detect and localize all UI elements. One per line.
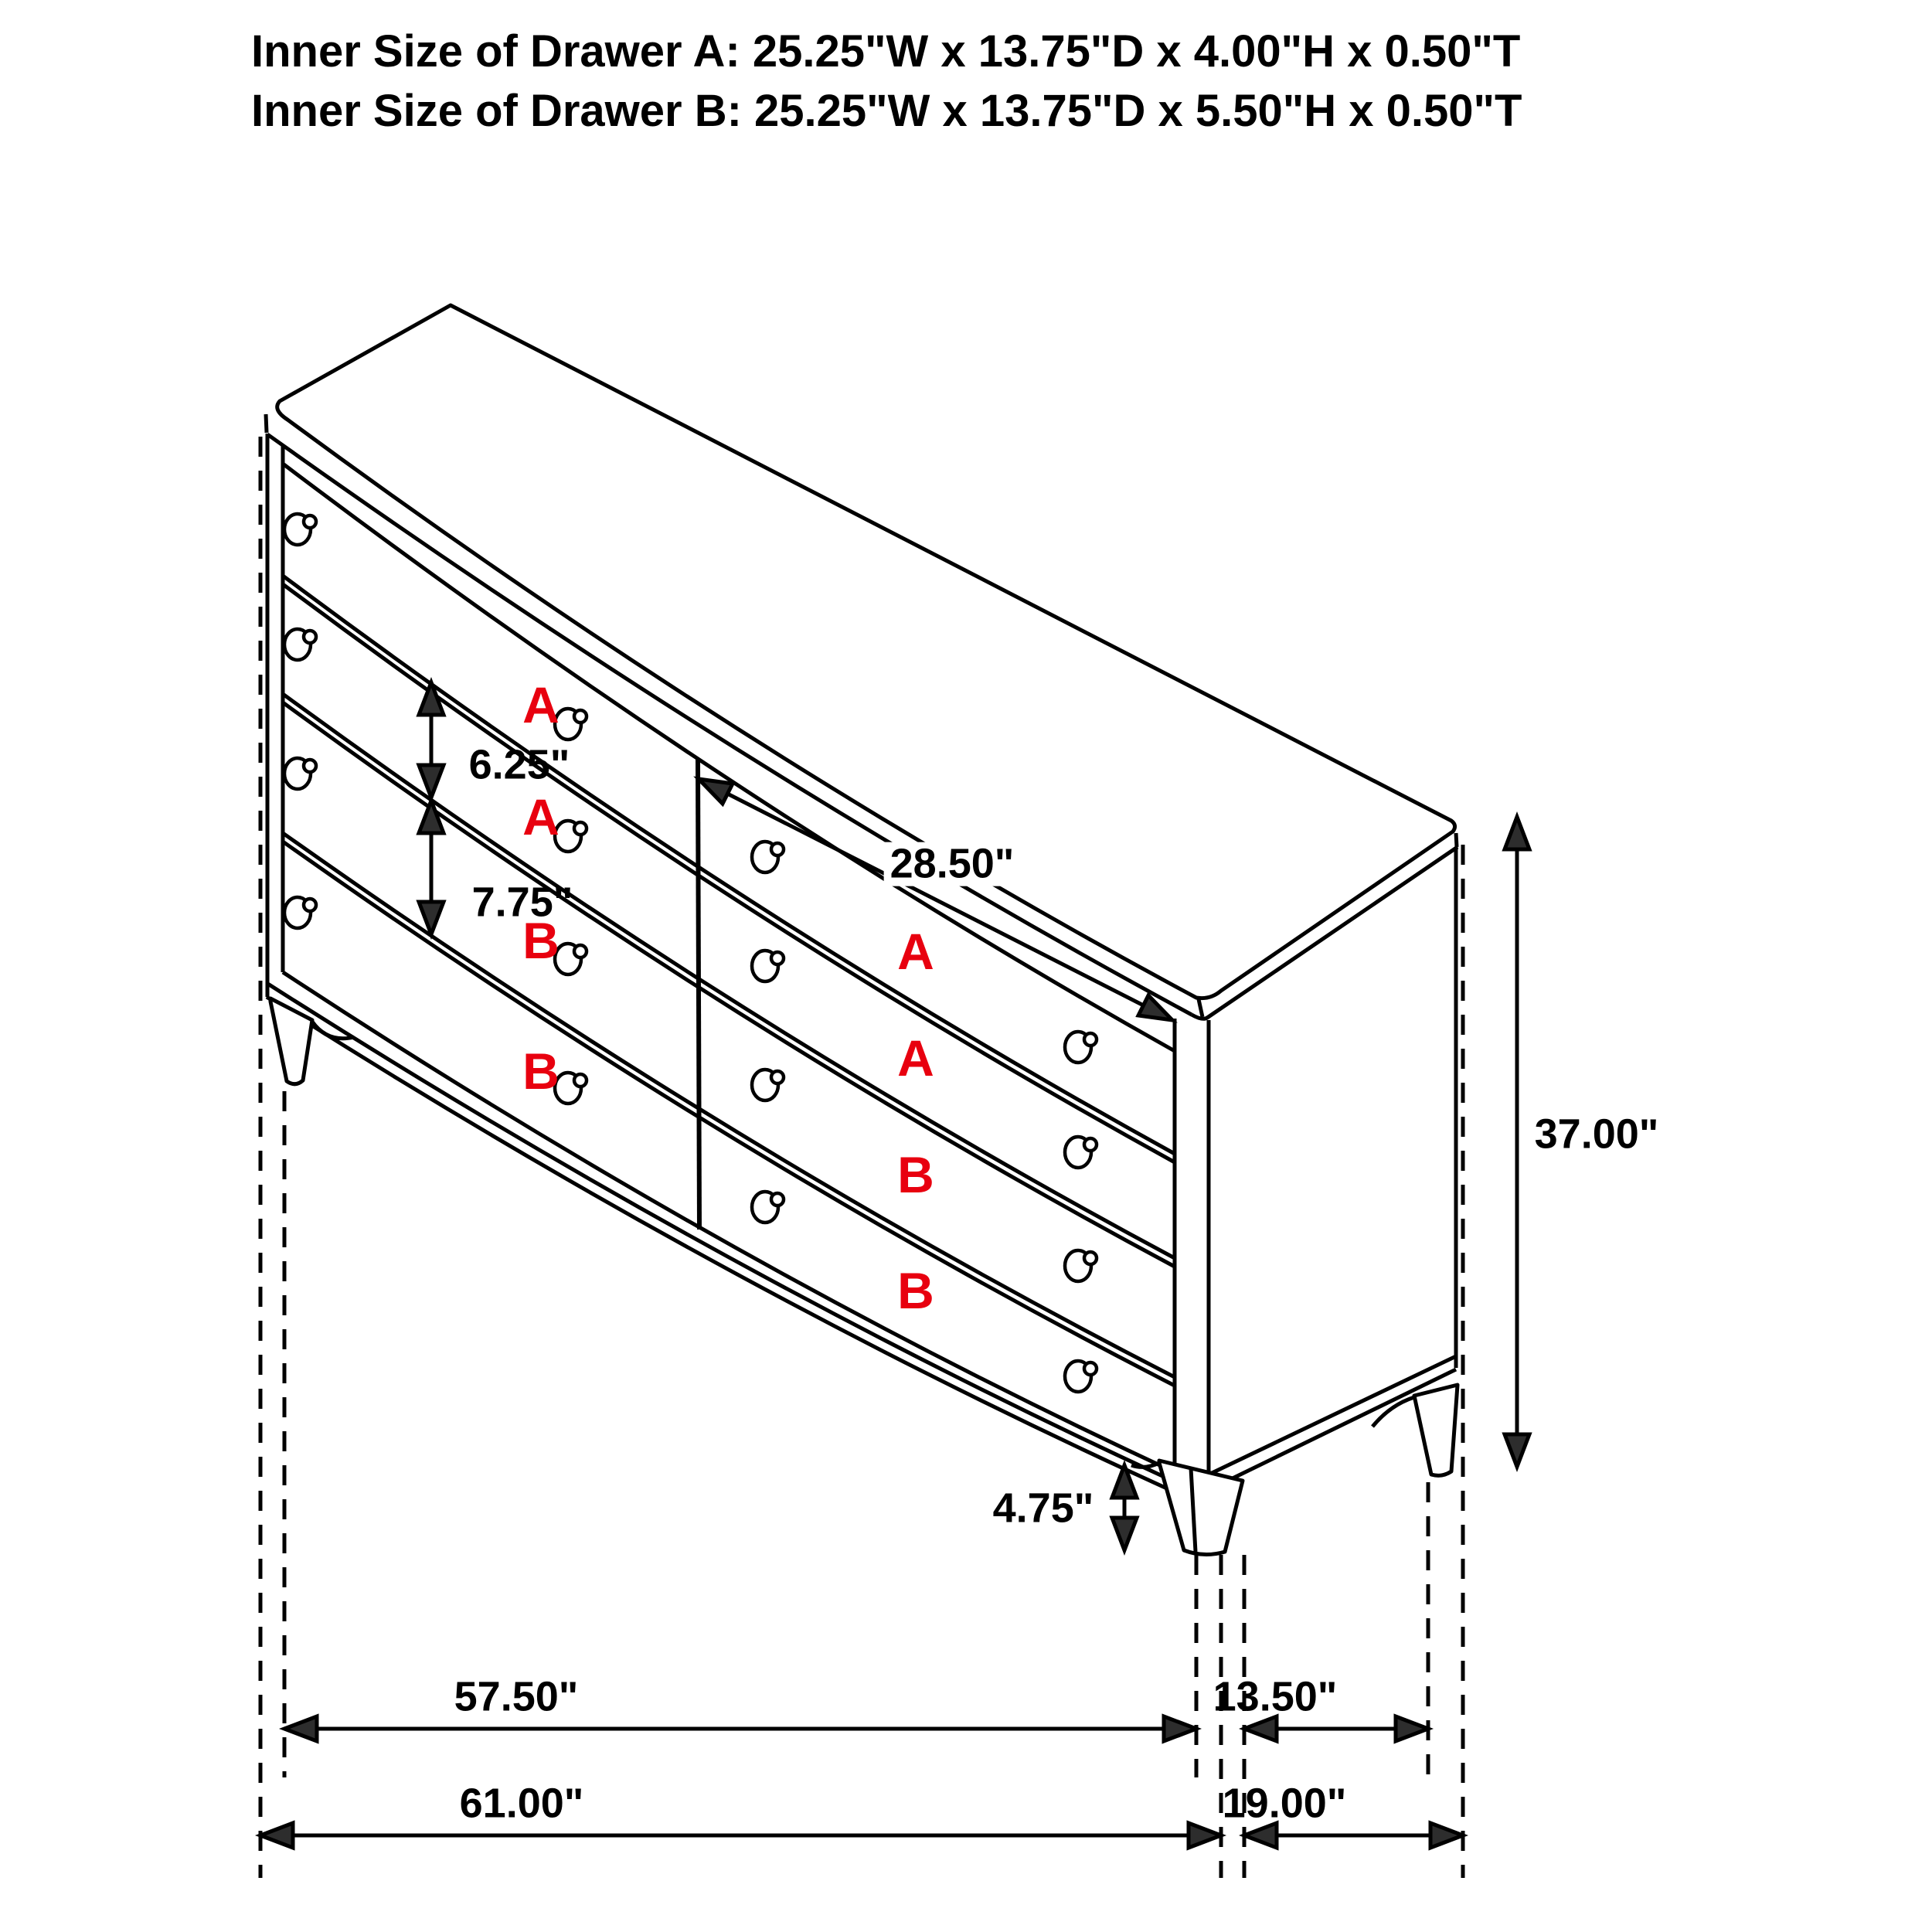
front-right-leg — [1159, 1461, 1243, 1555]
knob-icon — [752, 1070, 784, 1100]
arrowhead-left-icon — [1244, 1716, 1277, 1741]
top-corner-tick-front-left — [266, 414, 267, 433]
arrowhead-up-icon — [1112, 1465, 1137, 1498]
arrowhead-down-icon — [1505, 1434, 1529, 1467]
knob-icon — [752, 842, 784, 872]
drawer-label-left-2: A — [522, 788, 560, 845]
knob-icon — [1065, 1250, 1097, 1281]
drawer-boundary-3b — [283, 842, 1175, 1386]
arrowhead-left-icon — [260, 1823, 293, 1848]
drawer-label-left-3: B — [522, 912, 560, 969]
knob-icon — [555, 944, 587, 975]
arrowhead-left-icon — [284, 1716, 317, 1741]
knob-icon — [555, 709, 587, 740]
top-face — [277, 305, 1455, 998]
knob-icon — [752, 1192, 784, 1223]
drawer-bottom-curve — [283, 972, 1175, 1472]
dim-label-overall-height: 37.00" — [1534, 1111, 1659, 1158]
dim-leg-height — [1112, 1465, 1137, 1550]
arrowhead-right-icon — [1189, 1823, 1221, 1848]
dim-label-lower-drawer-spacing: 7.75" — [471, 879, 573, 926]
drawer-boundary-3a — [283, 833, 1175, 1377]
arrowhead-left-icon — [1244, 1823, 1277, 1848]
knob-icon — [284, 897, 316, 928]
dim-front-leg-span — [284, 1716, 1196, 1741]
dim-lower-drawer-spacing — [419, 801, 444, 934]
knob-icon — [1065, 1032, 1097, 1063]
drawer-label-right-3: B — [897, 1146, 934, 1203]
title-drawer-a-size: Inner Size of Drawer A: 25.25"W x 13.75"D x 4.00"H x 0.50"T — [251, 26, 1521, 77]
drawer-label-right-2: A — [897, 1029, 934, 1087]
title-drawer-b-size: Inner Size of Drawer B: 25.25"W x 13.75"D x 5.50"H x 0.50"T — [251, 86, 1522, 136]
knob-icon — [752, 951, 784, 981]
knob-icon — [1065, 1361, 1097, 1392]
top-corner-tick-front-right — [1199, 999, 1202, 1017]
dim-label-overall-width: 61.00" — [459, 1780, 584, 1827]
arrowhead-right-icon — [1164, 1716, 1196, 1741]
dim-label-leg-height: 4.75" — [992, 1485, 1094, 1532]
dim-label-side-leg-span: 13.50" — [1213, 1673, 1338, 1720]
center-divider-line — [698, 760, 699, 1230]
dim-side-leg-span — [1244, 1716, 1428, 1741]
dim-overall-width — [260, 1823, 1221, 1848]
knob-icon — [555, 821, 587, 852]
knob-icon — [284, 758, 316, 789]
drawer-label-right-1: A — [897, 923, 934, 980]
knob-icon — [555, 1073, 587, 1104]
dresser-top — [266, 305, 1458, 1019]
dim-label-right-section-width: 28.50" — [884, 842, 1021, 886]
side-bottom-edge — [1209, 1369, 1456, 1490]
drawer-label-left-4: B — [522, 1043, 560, 1100]
drawer-label-left-1: A — [522, 676, 560, 733]
dim-overall-height — [1505, 817, 1529, 1467]
drawer-label-right-4: B — [897, 1262, 934, 1319]
arrowhead-upleft-icon — [699, 779, 733, 804]
knob-icon — [284, 514, 316, 545]
knob-icon — [1065, 1137, 1097, 1168]
knob-icon — [284, 629, 316, 660]
arrowhead-right-icon — [1396, 1716, 1428, 1741]
back-right-leg — [1414, 1385, 1458, 1475]
arrowhead-right-icon — [1430, 1823, 1463, 1848]
dim-label-upper-drawer-spacing: 6.25" — [468, 741, 570, 788]
top-corner-tick-back-right — [1456, 833, 1457, 847]
arrowhead-down-icon — [1112, 1518, 1137, 1550]
dim-label-front-leg-span: 57.50" — [454, 1673, 579, 1720]
front-left-leg — [270, 998, 312, 1084]
arrowhead-downright-icon — [1138, 995, 1172, 1020]
dim-overall-depth — [1244, 1823, 1463, 1848]
arrowhead-up-icon — [1505, 817, 1529, 849]
dim-label-overall-depth: 19.00" — [1222, 1780, 1347, 1827]
